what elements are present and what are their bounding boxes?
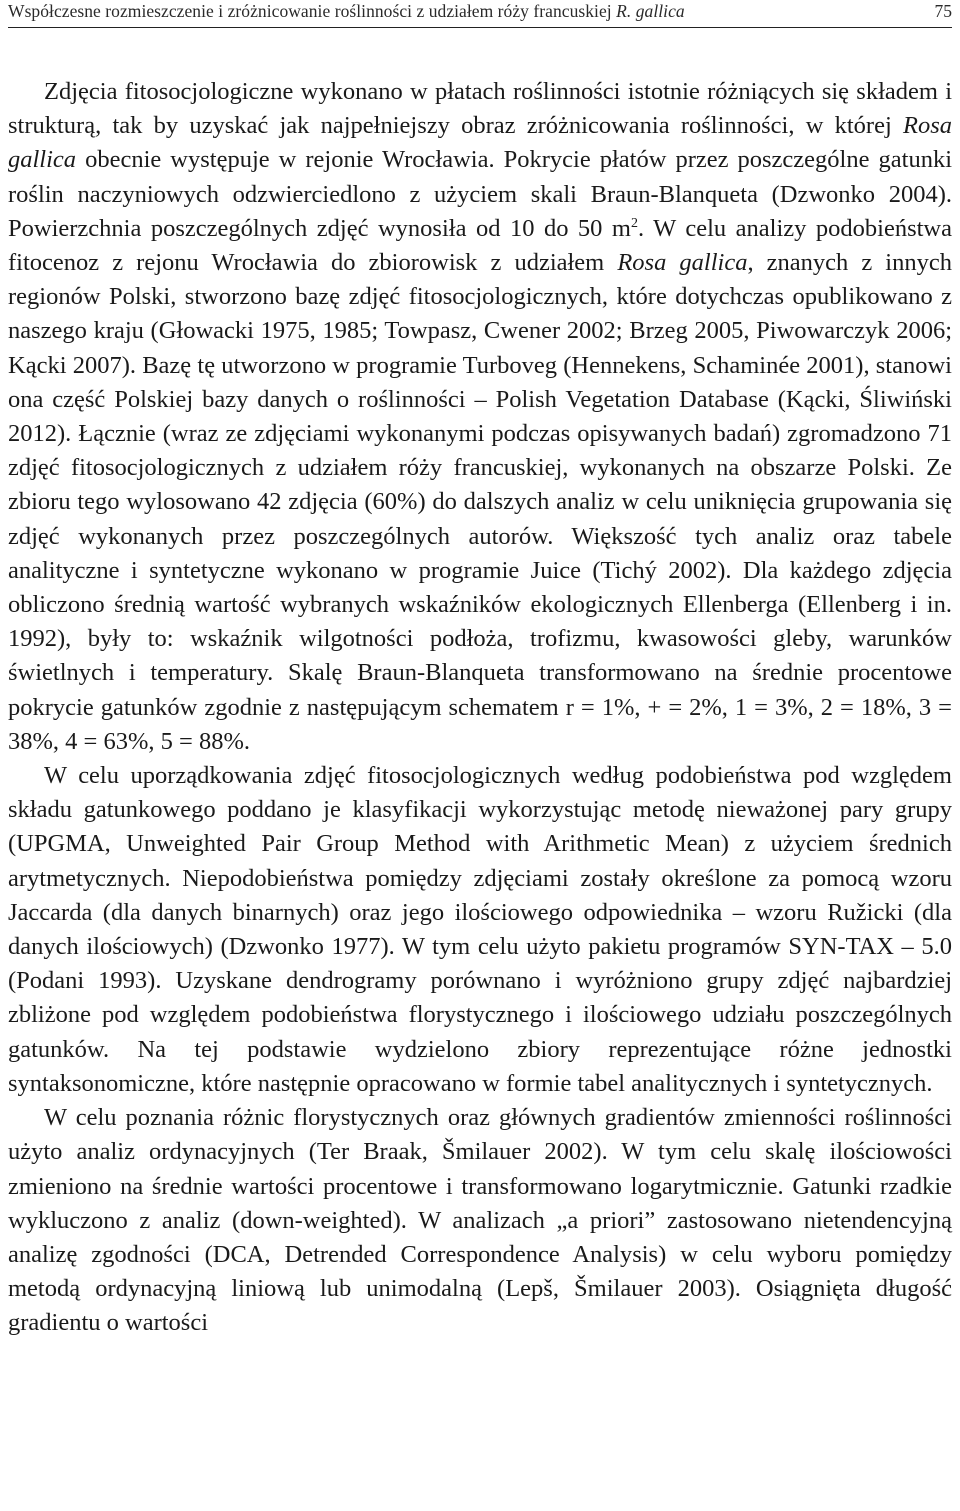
paragraph-1: Zdjęcia fitosocjologiczne wykonano w płatach roślinności istotnie różniących się składem i strukturą, tak by uzyskać jak najpełniejszy obraz zróżnicowania roślinności, w której Rosa gallica obecnie występuje w rejonie Wrocławia. Pokrycie płatów przez poszczególne gatunki roślin naczyniowych odzwierciedlono z użyciem skali Braun-Blanqueta (Dzwonko 2004). Powierzchnia poszczególnych zdjęć wynosiła od 10 do 50 $m^2$. W celu analizy podobieństwa fitocenoz z rejonu Wrocławia do zbiorowisk z udziałem Rosa gallica, znanych z innych regionów Polski, stworzono bazę zdjęć fitosocjologicznych, które dotychczas opublikowano z naszego kraju (Głowacki 1975, 1985; Towpasz, Cwener 2002; Brzeg 2005, Piwowarczyk 2006; Kącki 2007). Bazę tę utworzono w programie Turboveg (Hennekens, Schaminée 2001), stanowi ona część Polskiej bazy danych o roślinności – Polish Vegetation Database (Kącki, Śliwiński 2012). Łącznie (wraz ze zdjęciami wykonanymi podczas opisywanych badań) zgromadzono 71 zdjęć fitosocjologicznych z udziałem róży francuskiej, wykonanych na obszarze Polski. Ze zbioru tego wylosowano 42 zdjęcia (60%) do dalszych analiz w celu uniknięcia grupowania się zdjęć wykonanych przez poszczególnych autorów. Większość tych analiz oraz tabele analityczne i syntetyczne wykonano w programie Juice (Tichý 2002). Dla każdego zdjęcia obliczono średnią wartość wybranych wskaźników ekologicznych Ellenberga (Ellenberg i in. 1992), były to: wskaźnik wilgotności podłoża, trofizmu, kwasowości gleby, warunków świetlnych i temperatury. Skalę Braun-Blanqueta transformowano na średnie procentowe pokrycie gatunków zgodnie z następującym schematem r = 1%, + = 2%, 1 = 3%, 2 = 18%, 3 = 38%, 4 = 63%, 5 = 88%.	[8, 78, 952, 755]
paragraph-3: W celu poznania różnic florystycznych oraz głównych gradientów zmienności roślinności użyto analiz ordynacyjnych (Ter Braak, Šmilauer 2002). W tym celu skalę ilościowości zmieniono na średnie wartości procentowe i transformowano logarytmicznie. Gatunki rzadkie wykluczono z analiz (down-weighted). W analizach „a priori” zastosowano nietendencyjną analizę zgodności (DCA, Detrended Correspondence Analysis) w celu wyboru pomiędzy metodą ordynacyjną liniową lub unimodalną (Lepš, Šmilauer 2003). Osiągnięta długość gradientu o wartości	[8, 1104, 952, 1337]
page-number: 75	[934, 1, 952, 21]
running-title: Współczesne rozmieszczenie i zróżnicowanie roślinności z udziałem róży francuskiej R. gallica	[8, 1, 685, 21]
species-name: Rosa gallica	[8, 112, 952, 174]
paragraph-2: W celu uporządkowania zdjęć fitosocjologicznych według podobieństwa pod względem składu gatunkowego poddano je klasyfikacji wykorzystując metodę nieważonej pary grupy (UPGMA, Unweighted Pair Group Method with Arithmetic Mean) z użyciem średnich arytmetycznych. Niepodobieństwa pomiędzy zdjęciami zostały określone za pomocą wzoru Jaccarda (dla danych binarnych) oraz jego ilościowego odpowiednika – wzoru Ružicki (dla danych ilościowych) (Dzwonko 1977). W tym celu użyto pakietu programów SYN-TAX – 5.0 (Podani 1993). Uzyskane dendrogramy porównano i wyróżniono grupy zdjęć najbardziej zbliżone pod względem podobieństwa florystycznego i ilościowego udziału poszczególnych gatunków. Na tej podstawie wydzielono zbiory reprezentujące różne jednostki syntaksonomiczne, które następnie opracowano w formie tabel analitycznych i syntetycznych.	[8, 762, 952, 1097]
running-header	[8, 0, 952, 28]
species-name: Rosa gallica	[617, 249, 748, 277]
superscript: 2	[631, 215, 638, 231]
running-title-species: R. gallica	[616, 1, 685, 21]
body-text	[8, 75, 952, 1341]
header-rule	[8, 27, 952, 28]
